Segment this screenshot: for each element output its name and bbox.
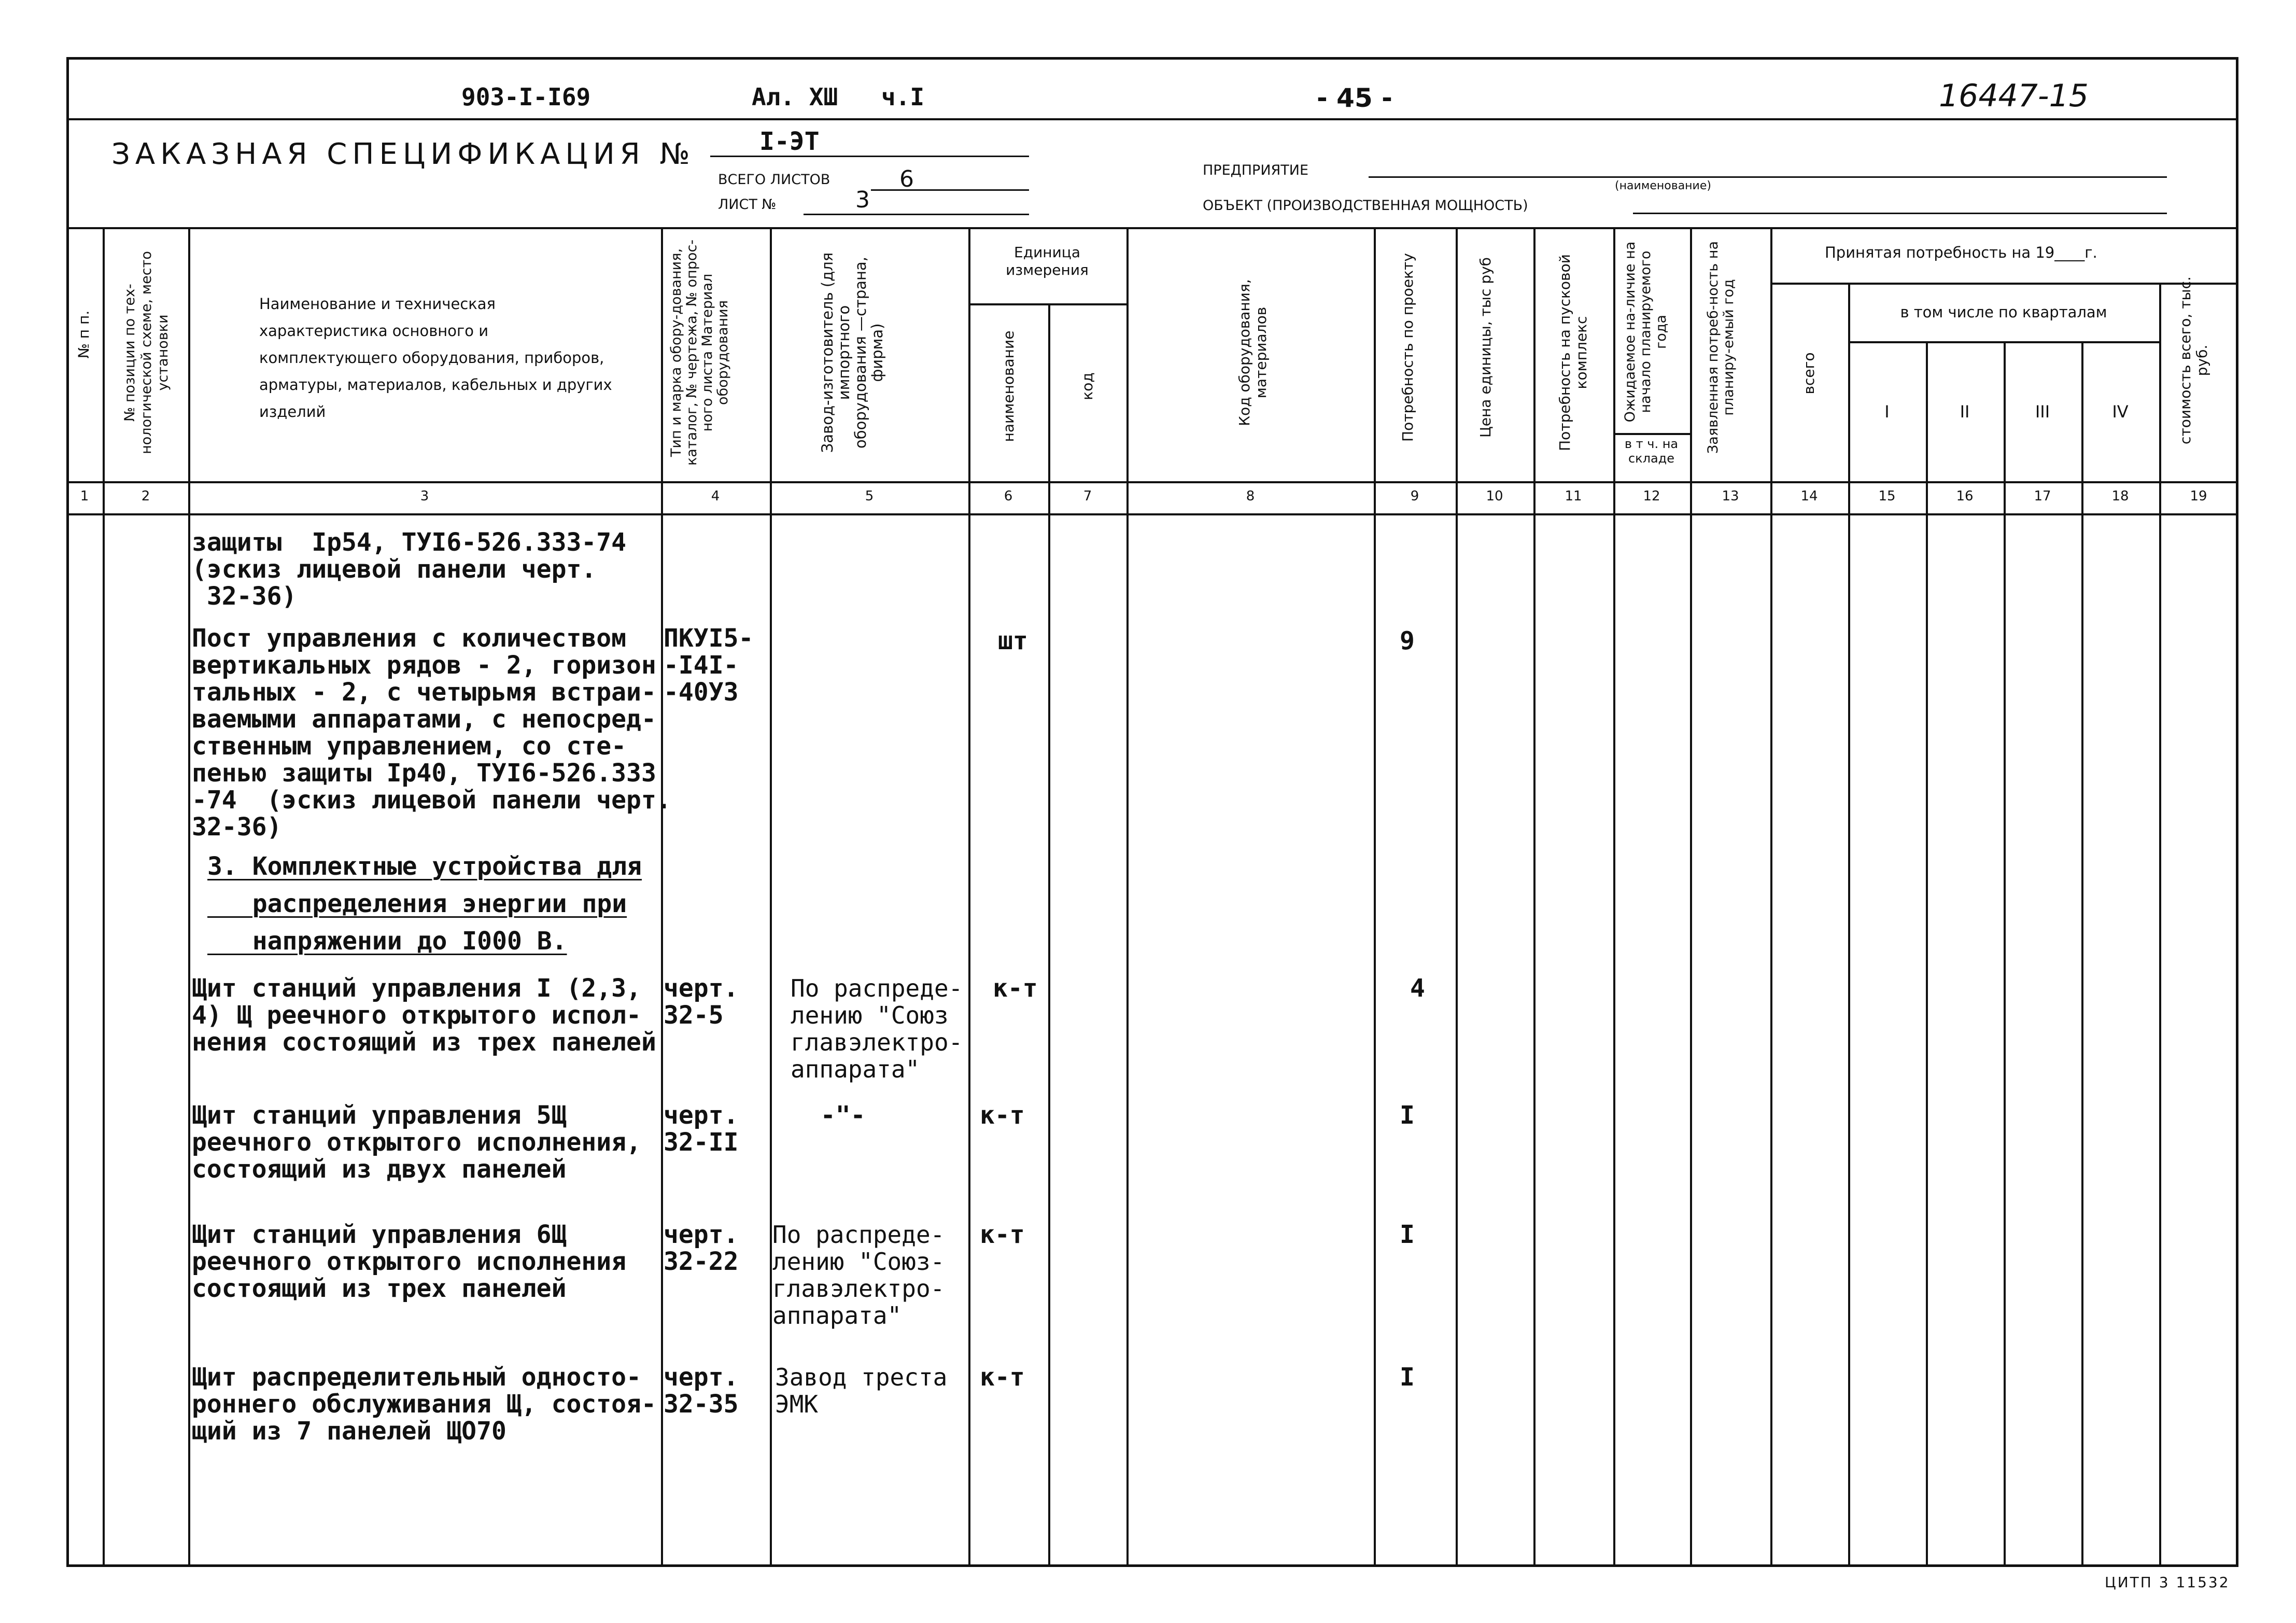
section-heading: 3. Комплектные устройства для распределения энергии при напряжении до I000 В. bbox=[207, 852, 642, 956]
col-line-5 bbox=[968, 227, 970, 1567]
row-4-qty: I bbox=[1400, 1101, 1415, 1130]
row-0-name: защиты Iр54, ТУI6-526.333-74 (эскиз лицевой панели черт. 32-36) bbox=[192, 528, 627, 611]
row-6-unit: к-т bbox=[980, 1363, 1025, 1392]
col-header-14: всего bbox=[1800, 352, 1818, 395]
col-line-2 bbox=[188, 227, 190, 1567]
col-number-6: 6 bbox=[1004, 488, 1013, 504]
part-label: ч.I bbox=[881, 83, 925, 111]
col-header-11: Потребность на пусковой комплекс bbox=[1556, 254, 1590, 451]
row-3-maker: По распреде- лению "Союз главэлектро- аппарата" bbox=[791, 974, 963, 1083]
col-number-11: 11 bbox=[1565, 488, 1582, 504]
col-number-12: 12 bbox=[1643, 488, 1660, 504]
row-1-unit: шт bbox=[998, 626, 1028, 655]
col-line-10 bbox=[1533, 227, 1536, 1567]
enterprise-label: ПРЕДПРИЯТИЕ bbox=[1203, 162, 1309, 178]
col-number-7: 7 bbox=[1083, 488, 1092, 504]
col-header-10: Цена единицы, тыс руб bbox=[1477, 257, 1494, 438]
row-1-qty: 9 bbox=[1400, 626, 1415, 655]
rule-unit-sub bbox=[968, 303, 1126, 305]
total-sheets-line bbox=[871, 189, 1029, 191]
inventory-number: 16447-15 bbox=[1939, 78, 2089, 114]
col-line-9 bbox=[1456, 227, 1458, 1567]
col-number-17: 17 bbox=[2034, 488, 2051, 504]
col-line-15 bbox=[1926, 341, 1928, 1567]
col-number-5: 5 bbox=[865, 488, 874, 504]
col-header-12-top: Ожидаемое на-личие на начало планируемого года bbox=[1622, 241, 1669, 423]
col-line-17 bbox=[2081, 341, 2083, 1567]
total-sheets-value: 6 bbox=[899, 166, 914, 192]
row-5-qty: I bbox=[1400, 1220, 1415, 1249]
spec-number: I-ЭТ bbox=[759, 127, 820, 156]
doc-code: 903-I-I69 bbox=[461, 83, 591, 111]
col-header-16: II bbox=[1960, 402, 1970, 422]
album-label: Ал. XШ bbox=[752, 83, 838, 111]
col-header-17: III bbox=[2035, 402, 2050, 422]
row-3-type: черт. 32-5 bbox=[664, 974, 739, 1030]
col-number-15: 15 bbox=[1878, 488, 1896, 504]
name-hint: (наименование) bbox=[1615, 179, 1711, 192]
col-line-13 bbox=[1770, 227, 1772, 1567]
rule-accepted-sub bbox=[1770, 283, 2238, 285]
row-4-type: черт. 32-II bbox=[664, 1101, 739, 1157]
row-6-type: черт. 32-35 bbox=[664, 1363, 739, 1419]
sheet-line bbox=[804, 214, 1029, 215]
page-title: ЗАКАЗНАЯ СПЕЦИФИКАЦИЯ № bbox=[111, 137, 695, 171]
rule-colnum-top bbox=[66, 481, 2238, 483]
sheet-value: 3 bbox=[855, 187, 870, 213]
col-line-8 bbox=[1374, 227, 1376, 1567]
accepted-group-header: Принятая потребность на 19____г. bbox=[1825, 244, 2097, 261]
col-number-14: 14 bbox=[1800, 488, 1818, 504]
object-line bbox=[1633, 213, 2167, 214]
row-3-qty: 4 bbox=[1410, 974, 1425, 1003]
row-6-name: Щит распределительный одностo- роннего обслуживания Щ, состоя- щий из 7 панелей ЩО70 bbox=[192, 1363, 656, 1446]
col-number-4: 4 bbox=[711, 488, 720, 504]
col-number-8: 8 bbox=[1246, 488, 1255, 504]
col-number-13: 13 bbox=[1722, 488, 1739, 504]
row-5-unit: к-т bbox=[980, 1220, 1025, 1249]
col-header-9: Потребность по проекту bbox=[1399, 253, 1416, 442]
col-number-18: 18 bbox=[2111, 488, 2129, 504]
row-4-name: Щит станций управления 5Щ реечного открытого исполнения, состоящий из двух панелей bbox=[192, 1101, 641, 1184]
rule-colnum-bottom bbox=[66, 513, 2238, 515]
row-3-unit: к-т bbox=[993, 974, 1038, 1003]
row-3-name: Щит станций управления I (2,3, 4) Щ реечного открытого испол- нения состоящий из трех панелей bbox=[192, 974, 656, 1057]
col-header-5: Завод-изготовитель (для импортного оборудования —страна, фирма) bbox=[819, 252, 886, 453]
col-number-10: 10 bbox=[1486, 488, 1503, 504]
col-line-1 bbox=[103, 227, 105, 1567]
footer-stamp: ЦИТП 3 11532 bbox=[2105, 1574, 2230, 1591]
col-header-1: № п п. bbox=[75, 310, 92, 359]
col-number-9: 9 bbox=[1410, 488, 1419, 504]
col-number-2: 2 bbox=[141, 488, 150, 504]
col-line-14 bbox=[1848, 283, 1850, 1567]
rule-header-bottom bbox=[66, 227, 2238, 229]
total-sheets-label: ВСЕГО ЛИСТОВ bbox=[718, 172, 830, 188]
row-6-maker: Завод треста ЭМК bbox=[775, 1363, 948, 1418]
row-4-unit: к-т bbox=[980, 1101, 1025, 1130]
col-header-19: стоимость всего, тыс. руб. bbox=[2177, 276, 2210, 444]
col-line-18 bbox=[2159, 283, 2161, 1567]
col-header-7: код bbox=[1079, 372, 1096, 400]
spec-number-line bbox=[710, 156, 1029, 157]
col-line-7 bbox=[1126, 227, 1129, 1567]
col-header-8: Код оборудования, материалов bbox=[1236, 279, 1270, 426]
rule-top-bar bbox=[66, 118, 2238, 120]
row-5-maker: По распреде- лению "Союз- главэлектро- аппарата" bbox=[772, 1221, 945, 1330]
col-number-1: 1 bbox=[80, 488, 89, 504]
col-header-6: наименование bbox=[1000, 330, 1017, 442]
row-4-maker: -"- bbox=[791, 1101, 866, 1130]
col-header-2: № позиции по тех-нологической схеме, место установки bbox=[122, 251, 171, 454]
col-header-3: Наименование и техническая характеристика основного и комплектующего оборудования, приборов, арматуры, материалов, кабельных и других изделий bbox=[259, 295, 612, 421]
unit-group-header: Единица измерения bbox=[1006, 244, 1089, 278]
col-line-16 bbox=[2004, 341, 2006, 1567]
row-1-name: Пост управления с количеством вертикальных рядов - 2, горизон тальных - 2, с четырьмя встраи- ваемыми аппаратами, с непосред- ственным управлением, со сте- пенью защиты Iр40, ТУI6-526.333 -74 (эскиз лицевой панели черт. 32-36) bbox=[192, 624, 671, 842]
row-1-type: ПКУI5- -I4I- -40У3 bbox=[664, 624, 754, 707]
enterprise-line bbox=[1369, 176, 2167, 178]
col-number-3: 3 bbox=[420, 488, 429, 504]
col-header-12-bottom: в т ч. на складе bbox=[1624, 437, 1679, 466]
col-line-3 bbox=[661, 227, 663, 1567]
row-6-qty: I bbox=[1400, 1363, 1415, 1392]
object-label: ОБЪЕКТ (ПРОИЗВОДСТВЕННАЯ МОЩНОСТЬ) bbox=[1203, 198, 1528, 214]
quarters-group-header: в том числе по кварталам bbox=[1900, 303, 2107, 321]
col-header-15: I bbox=[1884, 402, 1890, 422]
row-5-name: Щит станций управления 6Щ реечного открытого исполнения состоящий из трех панелей bbox=[192, 1220, 627, 1303]
page-number: - 45 - bbox=[1317, 83, 1392, 113]
col-header-4: Тип и марка обору-дования, каталог, № чертежа, № опрос-ного листа Материал оборудования bbox=[668, 239, 731, 466]
row-5-type: черт. 32-22 bbox=[664, 1220, 739, 1276]
col-line-6 bbox=[1048, 303, 1050, 1567]
col-line-12 bbox=[1690, 227, 1692, 1567]
col-number-16: 16 bbox=[1956, 488, 1974, 504]
col-line-4 bbox=[770, 227, 772, 1567]
col-header-13: Заявленная потреб-ность на планиру-емый год bbox=[1705, 241, 1737, 454]
col-number-19: 19 bbox=[2190, 488, 2207, 504]
sheet-label: ЛИСТ № bbox=[718, 197, 777, 213]
col-line-11 bbox=[1613, 227, 1615, 1567]
col-header-18: IV bbox=[2112, 402, 2129, 422]
rule-stock-sub bbox=[1613, 433, 1690, 435]
